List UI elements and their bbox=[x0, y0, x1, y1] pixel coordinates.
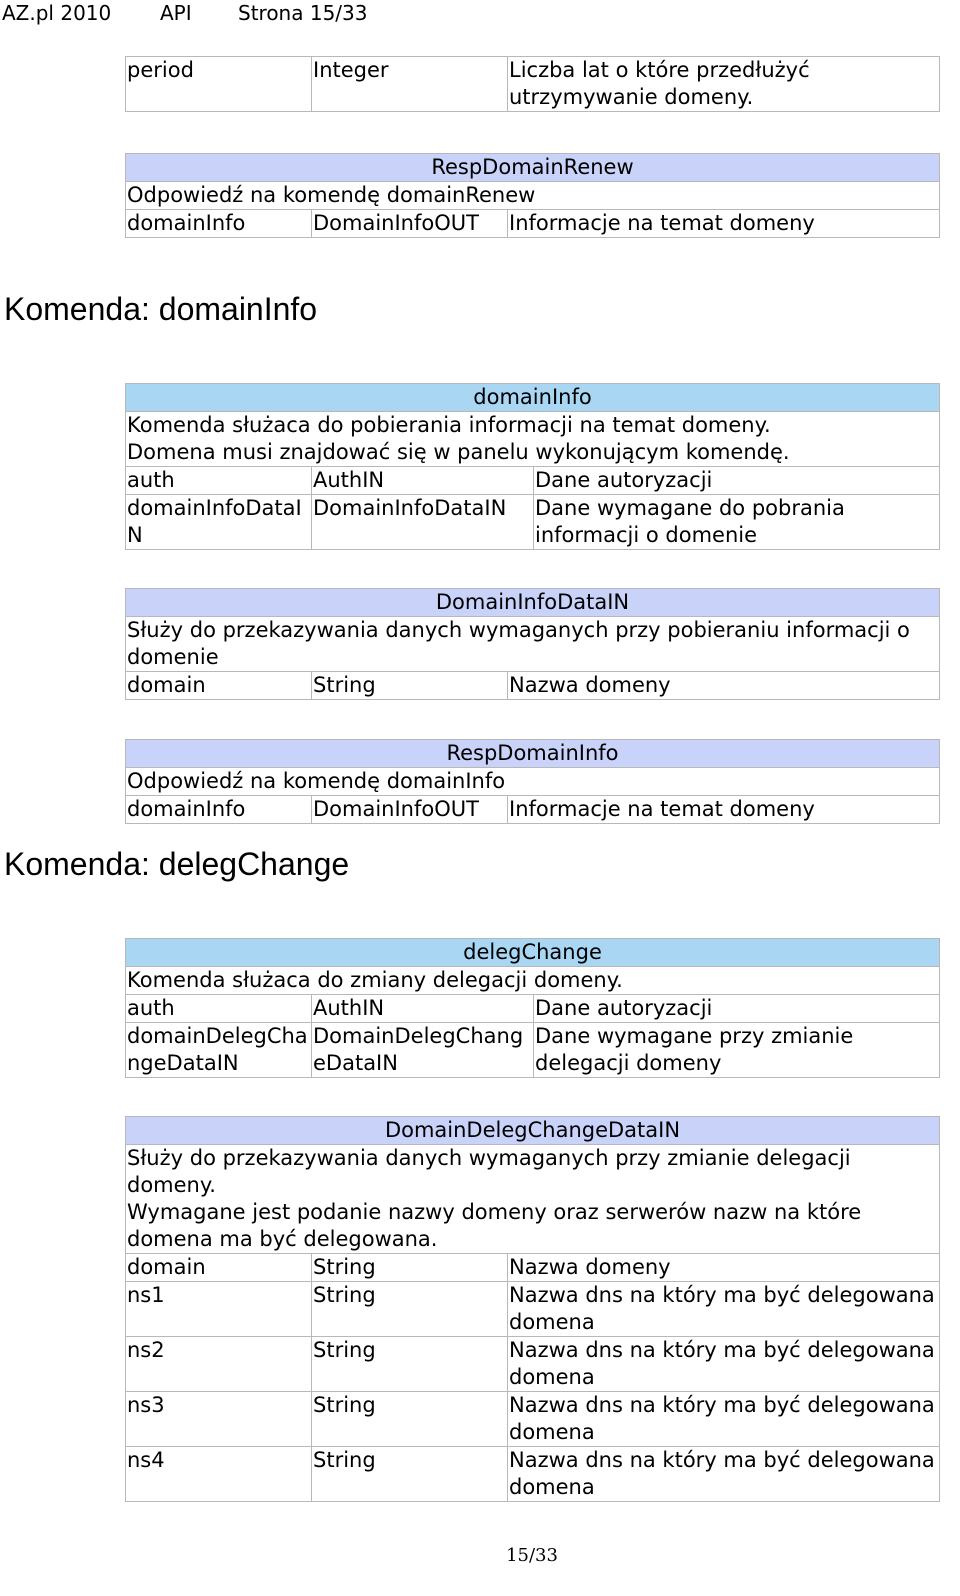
param-type: DomainInfoOUT bbox=[312, 796, 508, 824]
param-type: DomainInfoDataIN bbox=[312, 495, 534, 550]
param-type: String bbox=[312, 1337, 508, 1392]
param-type: DomainInfoOUT bbox=[312, 210, 508, 238]
table-description: Odpowiedź na komendę domainInfo bbox=[126, 768, 940, 796]
table-description: Komenda służaca do zmiany delegacji domeny. bbox=[126, 967, 940, 995]
table-title: RespDomainInfo bbox=[126, 740, 940, 768]
table-title: DomainDelegChangeDataIN bbox=[126, 1117, 940, 1145]
param-name: auth bbox=[126, 467, 312, 495]
table-domain-deleg-change-data-in bbox=[125, 1116, 940, 1502]
table-title: domainInfo bbox=[126, 384, 940, 412]
table-description: Komenda służaca do pobierania informacji na temat domeny. Domena musi znajdować się w panelu wykonującym komendę. bbox=[126, 412, 940, 467]
page-footer bbox=[0, 1544, 960, 1568]
param-type: AuthIN bbox=[312, 467, 534, 495]
table-row bbox=[126, 1337, 940, 1392]
table-domain-info bbox=[125, 383, 940, 550]
param-description: Dane wymagane przy zmianie delegacji domeny bbox=[534, 1023, 940, 1078]
param-description: Liczba lat o które przedłużyć utrzymywanie domeny. bbox=[508, 57, 940, 112]
table-title: DomainInfoDataIN bbox=[126, 589, 940, 617]
heading-deleg-change: Komenda: delegChange bbox=[4, 846, 350, 882]
footer-page-number: 15/33 bbox=[506, 1545, 558, 1566]
table-row bbox=[126, 1447, 940, 1502]
table-deleg-change bbox=[125, 938, 940, 1078]
table-description: Służy do przekazywania danych wymaganych przy zmianie delegacji domeny. Wymagane jest podanie nazwy domeny oraz serwerów nazw na które domena ma być delegowana. bbox=[126, 1145, 940, 1254]
param-description: Nazwa domeny bbox=[508, 1254, 940, 1282]
table-period-continuation bbox=[125, 56, 940, 112]
param-description: Nazwa dns na który ma być delegowana domena bbox=[508, 1392, 940, 1447]
param-description: Nazwa dns na który ma być delegowana domena bbox=[508, 1447, 940, 1502]
table-title: delegChange bbox=[126, 939, 940, 967]
param-type: String bbox=[312, 1254, 508, 1282]
table-row bbox=[126, 672, 940, 700]
table-row bbox=[126, 57, 940, 112]
table-row bbox=[126, 1282, 940, 1337]
param-type: DomainDelegChangeDataIN bbox=[312, 1023, 534, 1078]
table-resp-domain-info bbox=[125, 739, 940, 824]
table-row bbox=[126, 467, 940, 495]
param-name: domainInfo bbox=[126, 210, 312, 238]
page-header bbox=[2, 0, 367, 26]
param-type: String bbox=[312, 1282, 508, 1337]
param-name: ns1 bbox=[126, 1282, 312, 1337]
param-name: auth bbox=[126, 995, 312, 1023]
param-name: domain bbox=[126, 672, 312, 700]
header-site: AZ.pl 2010 bbox=[2, 1, 112, 25]
header-page-number: Strona 15/33 bbox=[238, 1, 368, 25]
param-type: String bbox=[312, 672, 508, 700]
param-name: ns3 bbox=[126, 1392, 312, 1447]
param-description: Nazwa domeny bbox=[508, 672, 940, 700]
table-row bbox=[126, 1254, 940, 1282]
table-row bbox=[126, 796, 940, 824]
table-row bbox=[126, 1392, 940, 1447]
heading-domain-info: Komenda: domainInfo bbox=[4, 291, 318, 327]
param-description: Nazwa dns na który ma być delegowana domena bbox=[508, 1337, 940, 1392]
param-type: String bbox=[312, 1392, 508, 1447]
table-resp-domain-renew bbox=[125, 153, 940, 238]
table-description: Służy do przekazywania danych wymaganych przy pobieraniu informacji o domenie bbox=[126, 617, 940, 672]
table-row bbox=[126, 495, 940, 550]
table-row bbox=[126, 1023, 940, 1078]
param-description: Dane autoryzacji bbox=[534, 995, 940, 1023]
param-description: Dane autoryzacji bbox=[534, 467, 940, 495]
param-name: ns4 bbox=[126, 1447, 312, 1502]
param-name: domainInfoDataIN bbox=[126, 495, 312, 550]
table-title: RespDomainRenew bbox=[126, 154, 940, 182]
param-description: Informacje na temat domeny bbox=[508, 796, 940, 824]
header-section: API bbox=[160, 1, 192, 25]
param-description: Dane wymagane do pobrania informacji o domenie bbox=[534, 495, 940, 550]
table-description: Odpowiedź na komendę domainRenew bbox=[126, 182, 940, 210]
table-domain-info-data-in bbox=[125, 588, 940, 700]
param-name: domainDelegChangeDataIN bbox=[126, 1023, 312, 1078]
param-name: period bbox=[126, 57, 312, 112]
table-row bbox=[126, 995, 940, 1023]
table-row bbox=[126, 210, 940, 238]
param-name: domainInfo bbox=[126, 796, 312, 824]
param-description: Informacje na temat domeny bbox=[508, 210, 940, 238]
param-name: domain bbox=[126, 1254, 312, 1282]
param-type: AuthIN bbox=[312, 995, 534, 1023]
param-type: String bbox=[312, 1447, 508, 1502]
param-name: ns2 bbox=[126, 1337, 312, 1392]
param-description: Nazwa dns na który ma być delegowana domena bbox=[508, 1282, 940, 1337]
param-type: Integer bbox=[312, 57, 508, 112]
